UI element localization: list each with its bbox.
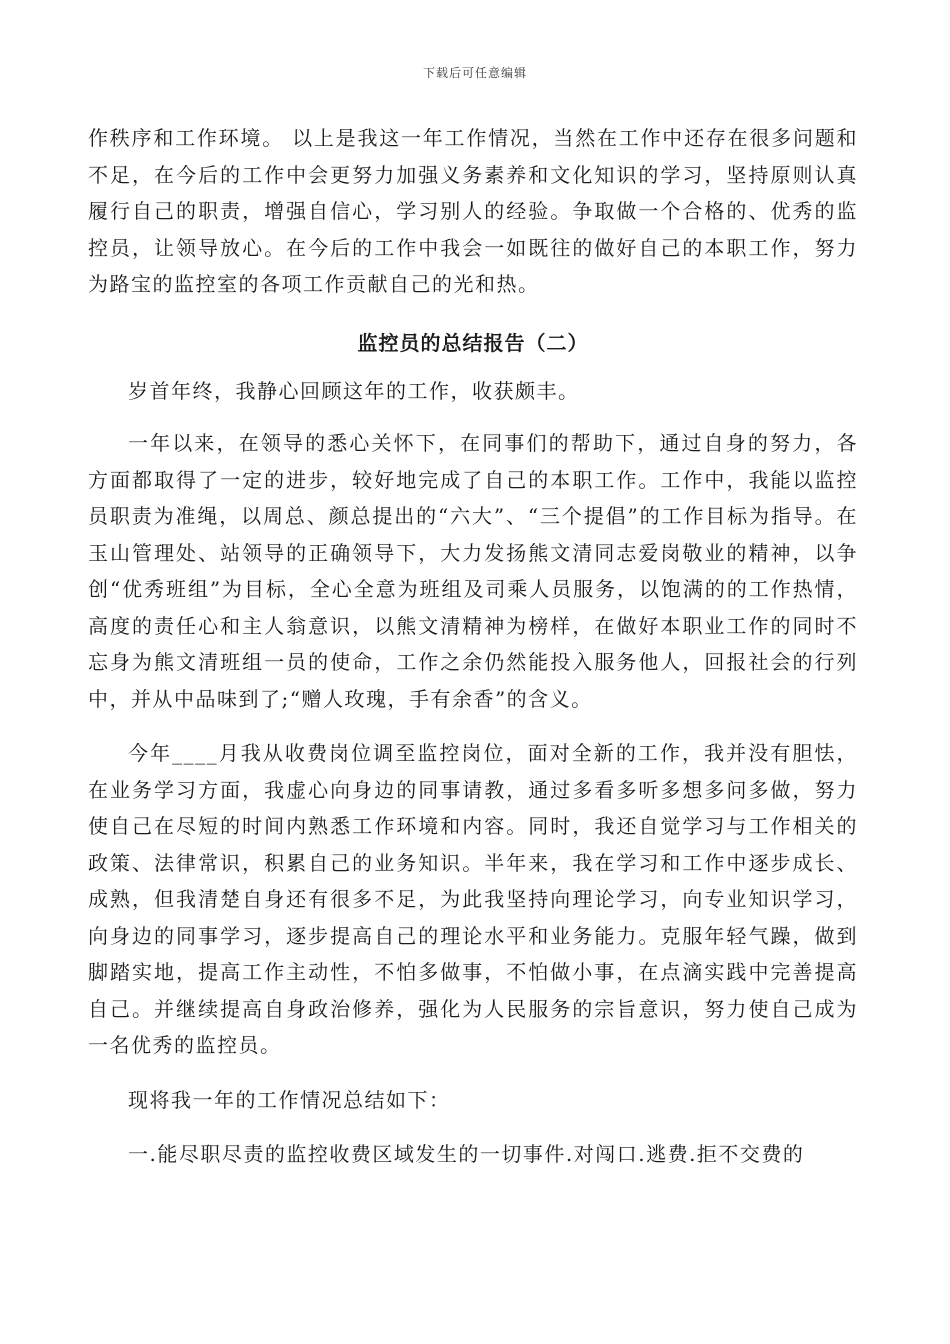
paragraph-year-review: 一年以来，在领导的悉心关怀下，在同事们的帮助下，通过自身的努力，各方面都取得了一定的进步，较好地完成了自己的本职工作。工作中，我能以监控员职责为准绳，以周总、颜总提出的“六大”、“三个提倡”的工作目标为指导。在玉山管理处、站领导的正确领导下，大力发扬熊文清同志爱岗敬业的精神，以争创“优秀班组”为目标，全心全意为班组及司乘人员服务，以饱满的的工作热情，高度的责任心和主人翁意识，以熊文清精神为榜样，在做好本职业工作的同时不忘身为熊文清班组一员的使命，工作之余仍然能投入服务他人，回报社会的行列中，并从中品味到了;“赠人玫瑰，手有余香”的含义。: [88, 431, 858, 711]
paragraph-new-position: 今年____月我从收费岗位调至监控岗位，面对全新的工作，我并没有胆怯，在业务学习方面，我虚心向身边的同事请教，通过多看多听多想多问多做，努力使自己在尽短的时间内熟悉工作环境和内容。同时，我还自觉学习与工作相关的政策、法律常识，积累自己的业务知识。半年来，我在学习和工作中逐步成长、成熟，但我清楚自身还有很多不足，为此我坚持向理论学习，向专业知识学习，向身边的同事学习，逐步提高自己的理论水平和业务能力。克服年轻气躁，做到脚踏实地，提高工作主动性，不怕多做事，不怕做小事，在点滴实践中完善提高自己。并继续提高自身政治修养，强化为人民服务的宗旨意识，努力使自己成为一名优秀的监控员。: [88, 741, 858, 1057]
section-title: 监控员的总结报告（二）: [357, 330, 589, 355]
intro-paragraph: 作秩序和工作环境。 以上是我这一年工作情况，当然在工作中还存在很多问题和不足，在今后的工作中会更努力加强义务素养和文化知识的学习，坚持原则认真履行自己的职责，增强自信心，学习别人的经验。争取做一个合格的、优秀的监控员，让领导放心。在今后的工作中我会一如既往的做好自己的本职工作，努力为路宝的监控室的各项工作贡献自己的光和热。: [88, 126, 858, 296]
document-body: [88, 120, 858, 1173]
paragraph-item-one: 一.能尽职尽责的监控收费区域发生的一切事件.对闯口.逃费.拒不交费的: [128, 1142, 805, 1166]
paragraph-opening: 岁首年终，我静心回顾这年的工作，收获颇丰。: [128, 378, 580, 403]
paragraph-summary-intro: 现将我一年的工作情况总结如下：: [128, 1087, 451, 1112]
header-note: 下载后可任意编辑: [422, 66, 527, 80]
